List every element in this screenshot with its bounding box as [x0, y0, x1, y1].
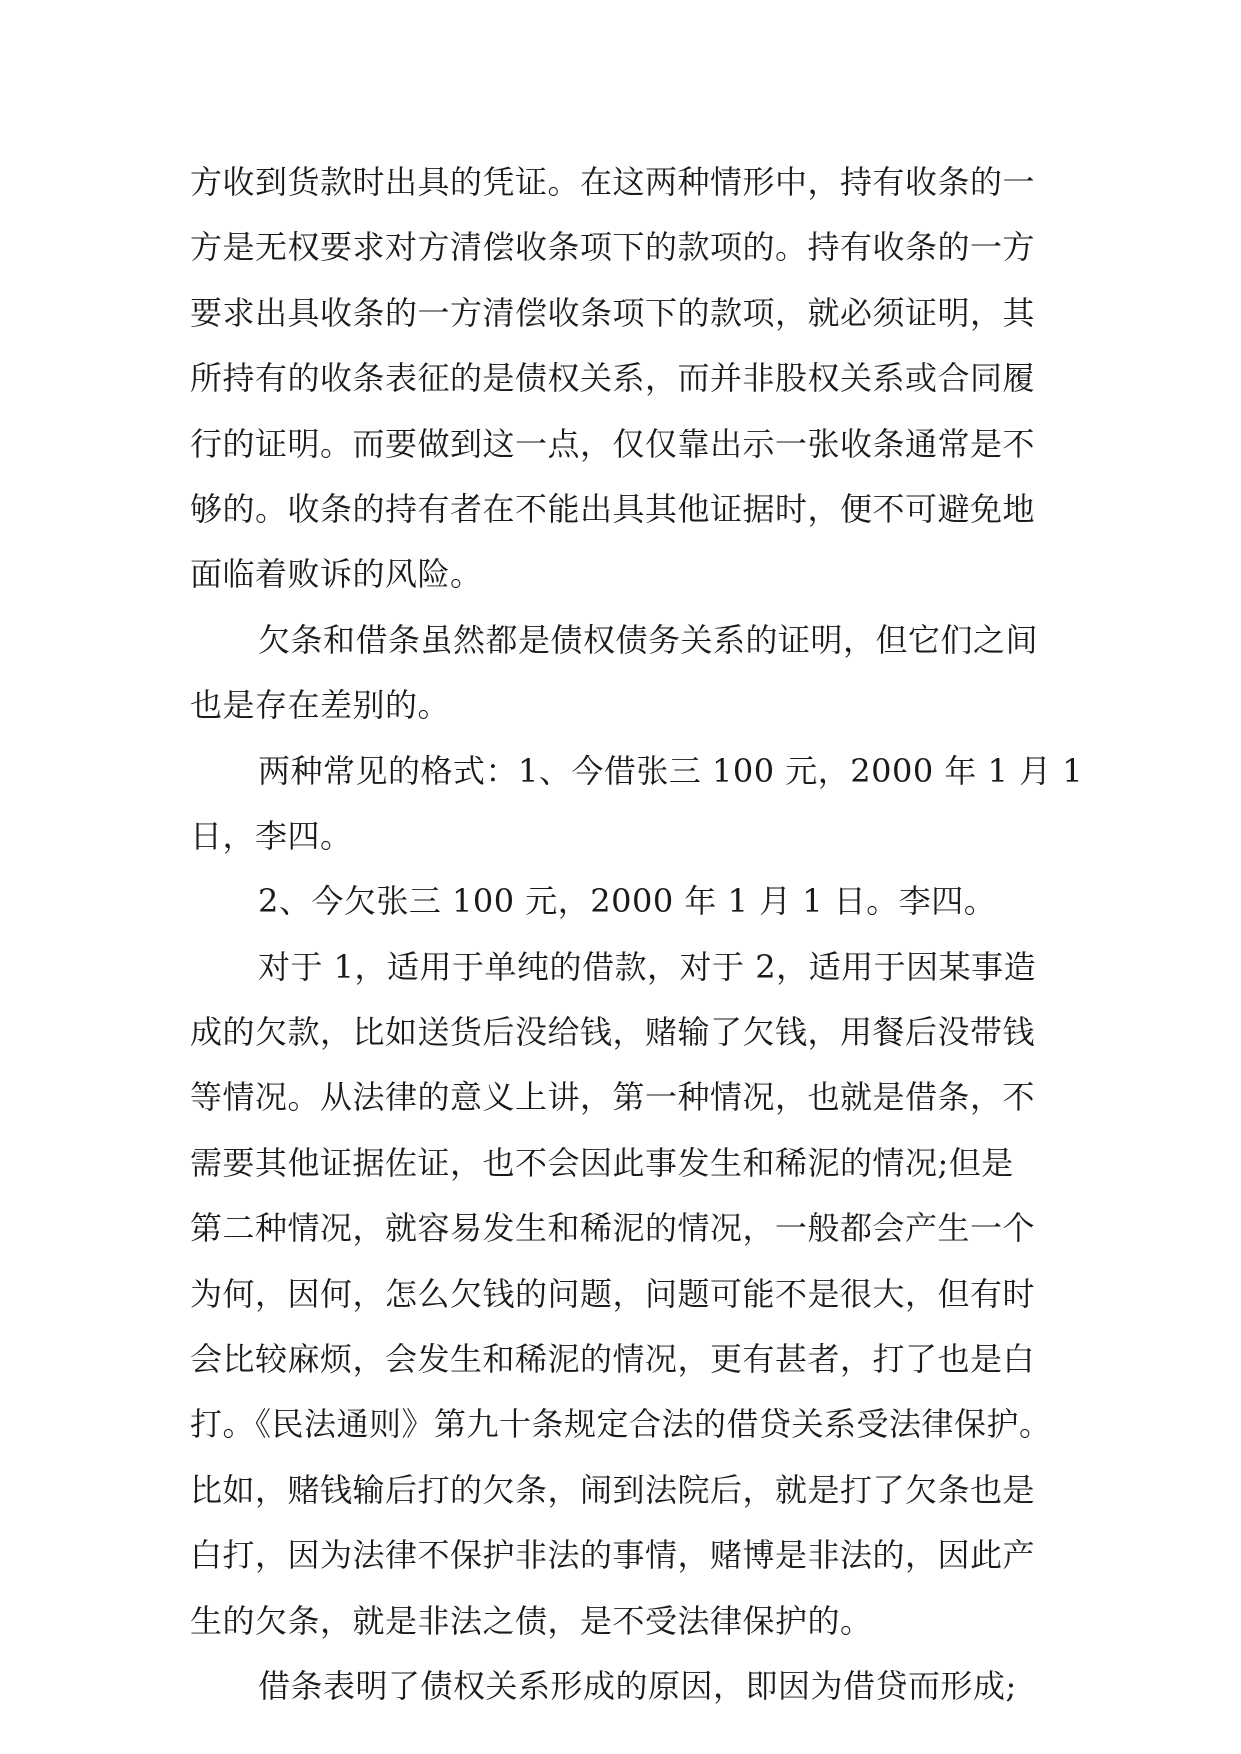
- text-line: 要求出具收条的一方清偿收条项下的款项，就必须证明，其: [190, 293, 1036, 332]
- text-line: 等情况。从法律的意义上讲，第一种情况，也就是借条，不: [190, 1078, 1036, 1117]
- text-line: 方收到货款时出具的凭证。在这两种情形中，持有收条的一: [190, 163, 1036, 201]
- text-line: 白打，因为法律不保护非法的事情，赌博是非法的，因此产: [190, 1536, 1036, 1575]
- text-line: 两种常见的格式：1、今借张三 100 元，2000 年 1 月 1: [258, 751, 1084, 790]
- text-line: 也是存在差别的。: [190, 686, 451, 725]
- text-line: 打。《民法通则》第九十条规定合法的借贷关系受法律保护。: [190, 1405, 1052, 1444]
- text-line: 方是无权要求对方清偿收条项下的款项的。持有收条的一方: [190, 228, 1036, 267]
- text-line: 欠条和借条虽然都是债权债务关系的证明，但它们之间: [258, 620, 1039, 659]
- text-line: 会比较麻烦，会发生和稀泥的情况，更有甚者，打了也是白: [190, 1340, 1036, 1379]
- text-line: 面临着败诉的风险。: [190, 555, 483, 594]
- text-line: 对于 1，适用于单纯的借款，对于 2，适用于因某事造: [258, 947, 1037, 986]
- text-line: 够的。收条的持有者在不能出具其他证据时，便不可避免地: [190, 489, 1036, 528]
- text-line: 所持有的收条表征的是债权关系，而并非股权关系或合同履: [190, 359, 1036, 398]
- text-line: 生的欠条，就是非法之债，是不受法律保护的。: [190, 1601, 873, 1640]
- text-line: 比如，赌钱输后打的欠条，闹到法院后，就是打了欠条也是: [190, 1470, 1036, 1509]
- text-line: 第二种情况，就容易发生和稀泥的情况，一般都会产生一个: [190, 1209, 1036, 1248]
- text-line: 借条表明了债权关系形成的原因，即因为借贷而形成;: [258, 1666, 1017, 1705]
- body-text: [190, 150, 1084, 1719]
- text-line: 成的欠款，比如送货后没给钱，赌输了欠钱，用餐后没带钱: [190, 1013, 1036, 1052]
- text-line: 为何，因何，怎么欠钱的问题，问题可能不是很大，但有时: [190, 1274, 1036, 1313]
- text-line: 日，李四。: [190, 816, 353, 855]
- text-line: 行的证明。而要做到这一点，仅仅靠出示一张收条通常是不: [190, 424, 1036, 463]
- text-line: 需要其他证据佐证，也不会因此事发生和稀泥的情况;但是: [190, 1143, 1014, 1182]
- text-line: 2、今欠张三 100 元，2000 年 1 月 1 日。李四。: [258, 882, 997, 921]
